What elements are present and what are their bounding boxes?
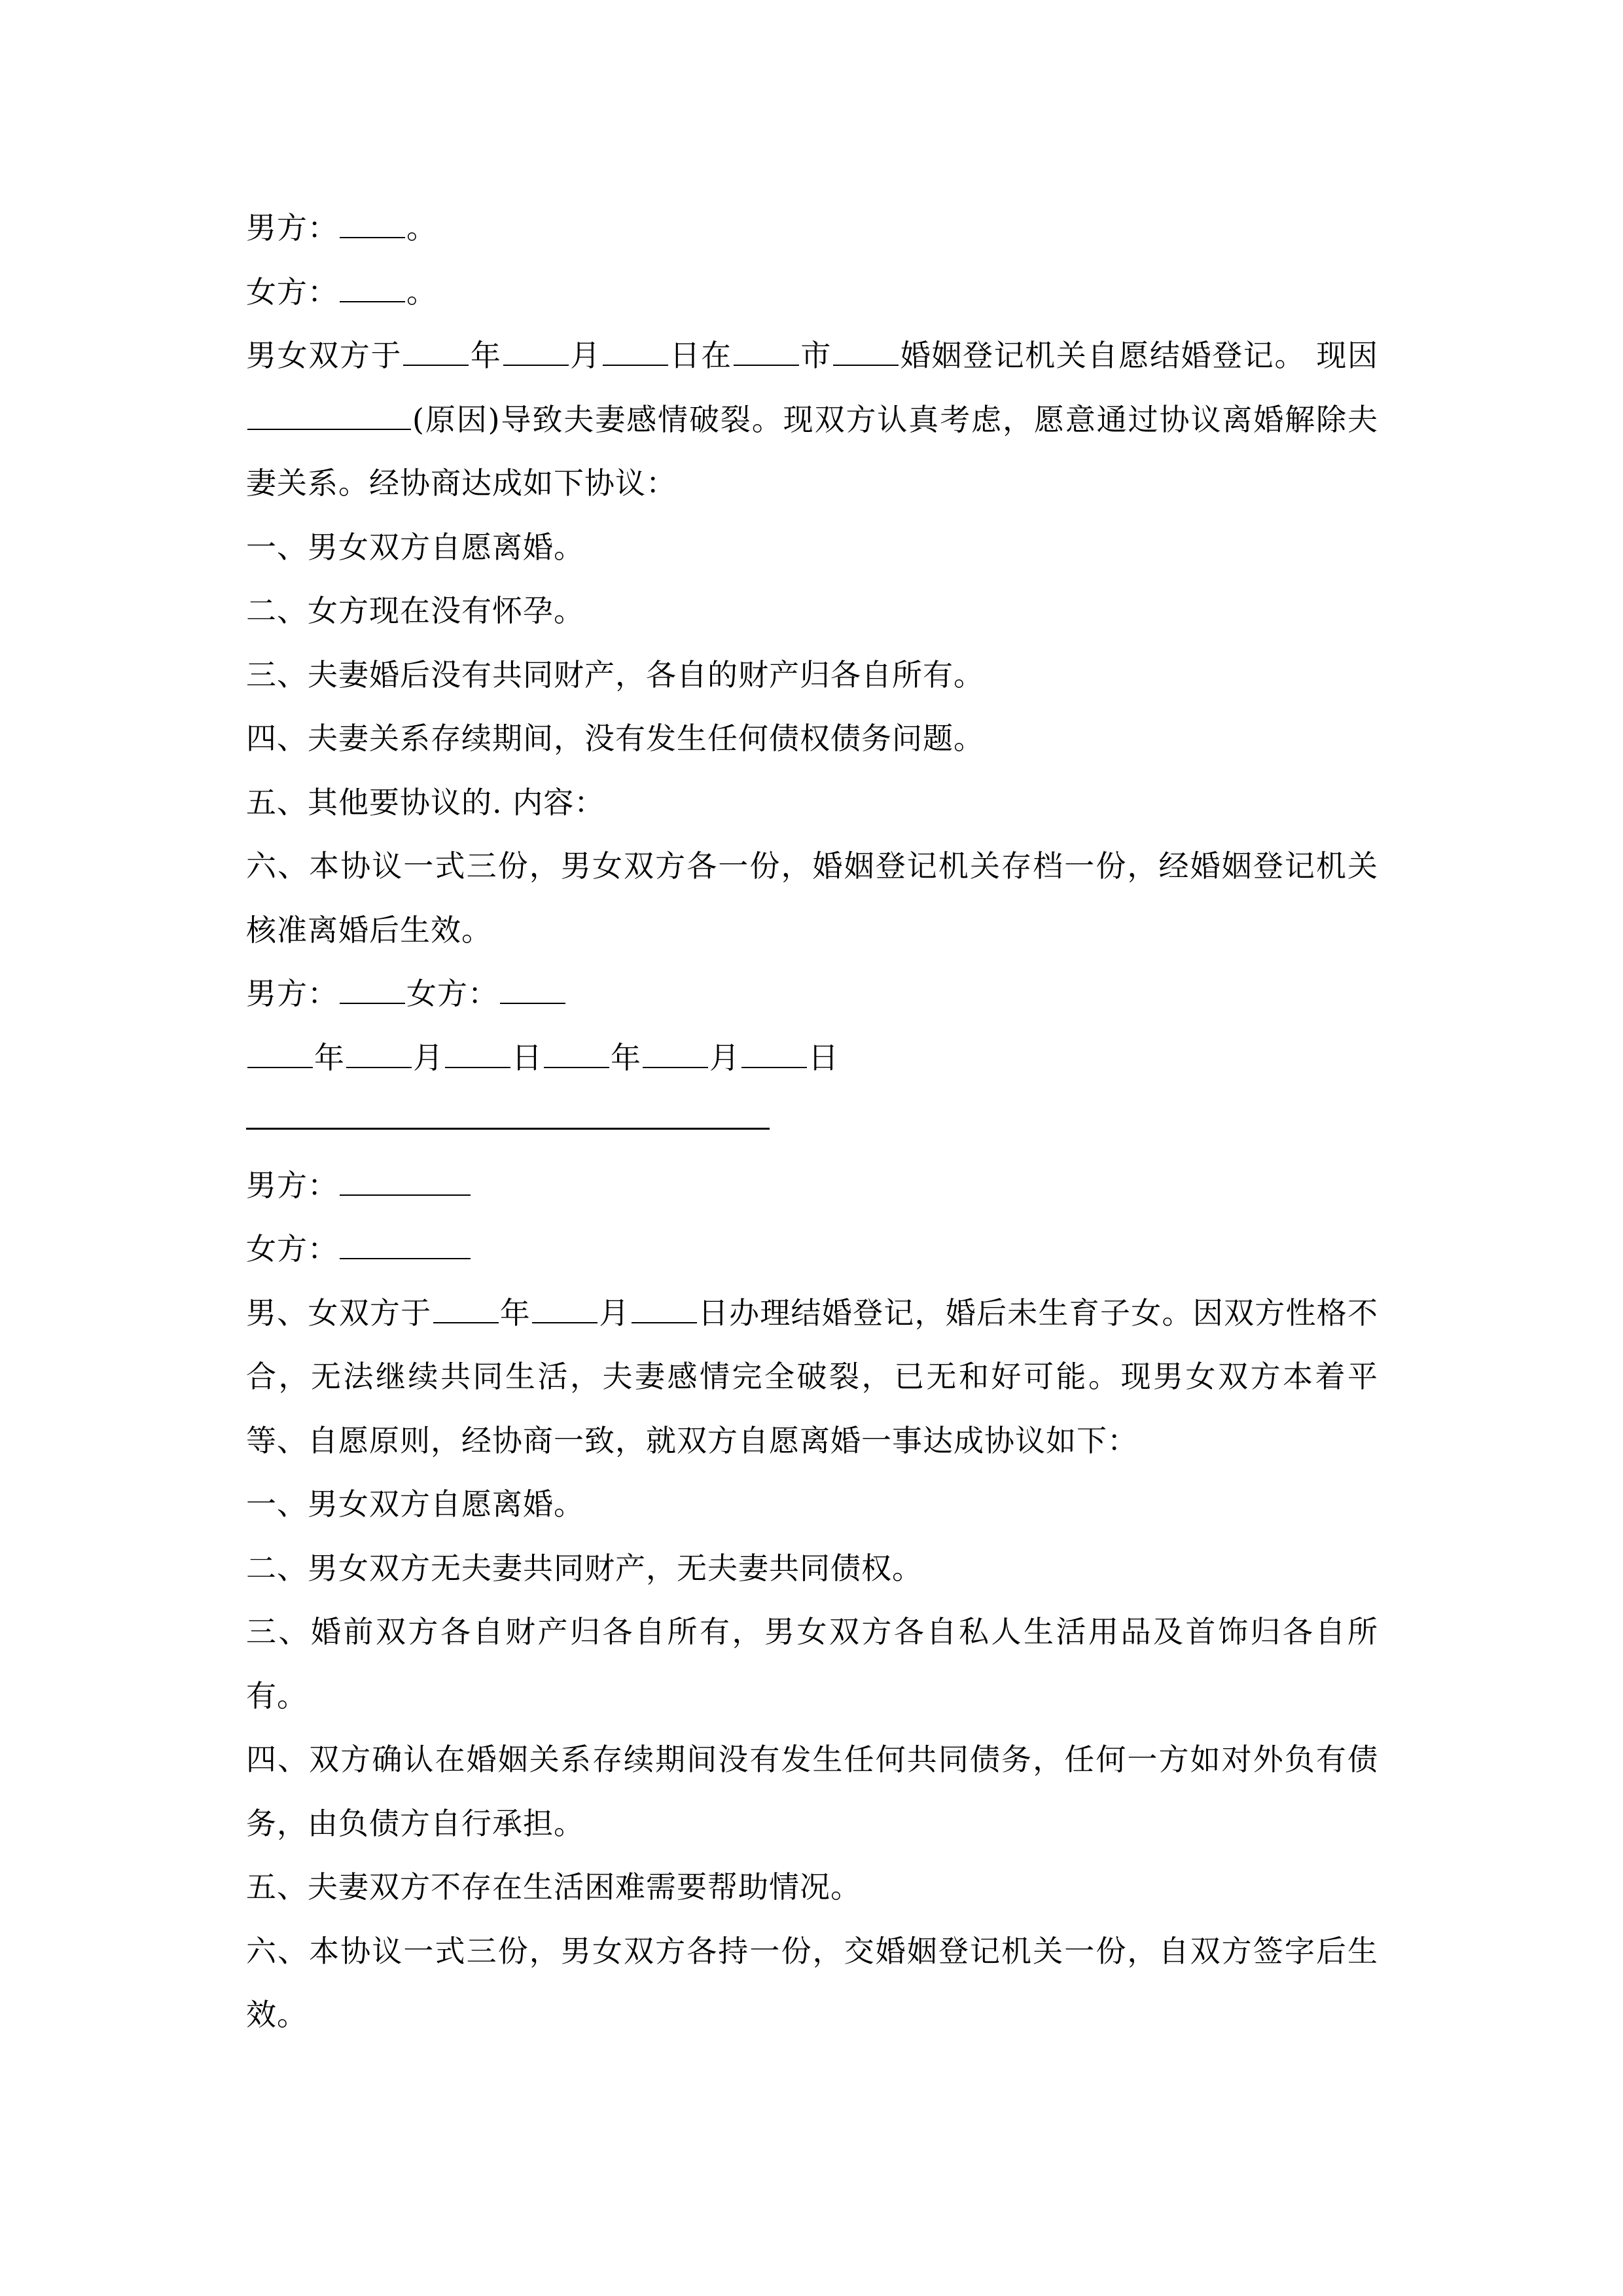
date-year: 年 xyxy=(611,1039,641,1075)
date-day: 日 xyxy=(512,1039,543,1075)
clause-2-3: 三、婚前双方各自财产归各自所有，男女双方各自私人生活用品及首饰归各自所有。 xyxy=(246,1614,1378,1713)
date-blank xyxy=(346,1034,412,1068)
female-label-2: 女方： xyxy=(246,1231,338,1266)
date-month: 月 xyxy=(413,1039,444,1075)
intro2-month: 月 xyxy=(599,1295,630,1331)
intro-paragraph-2 xyxy=(246,1282,1378,1473)
date-blank xyxy=(544,1034,609,1068)
male-label: 男方： xyxy=(246,210,338,245)
intro2-text-b: 日办理结婚登记，婚后未生育子女。因双方性格不合，无法继续共同生活，夫妻感情完全破裂，已无和好可能。现男女双方本着平等、自愿原则，经协商一致，就双方自愿离婚一事达成协议如下： xyxy=(246,1295,1378,1458)
intro-year: 年 xyxy=(470,338,502,373)
intro-text-a: 男女双方于 xyxy=(246,338,402,373)
intro-month: 月 xyxy=(569,338,601,373)
date-month: 月 xyxy=(709,1039,740,1075)
date-day: 日 xyxy=(808,1039,839,1075)
male-party-line-2 xyxy=(246,1154,1378,1218)
clause-2-2: 二、男女双方无夫妻共同财产，无夫妻共同债权。 xyxy=(246,1550,923,1586)
section-divider xyxy=(246,1090,1378,1154)
male-name-blank xyxy=(340,204,405,238)
intro2-text-a: 男、女双方于 xyxy=(246,1295,432,1331)
reason-blank xyxy=(247,396,411,430)
female-name-blank xyxy=(340,268,405,302)
document-page xyxy=(246,196,1378,2047)
signature-female-label: 女方： xyxy=(406,976,499,1011)
clause-6: 六、本协议一式三份，男女双方各一份，婚姻登记机关存档一份，经婚姻登记机关核准离婚后生效。 xyxy=(246,848,1378,948)
signature-female-blank xyxy=(500,970,565,1004)
female-party-line xyxy=(246,260,1378,325)
month-blank xyxy=(503,332,569,366)
male-party-line xyxy=(246,196,1378,260)
date-year: 年 xyxy=(314,1039,345,1075)
office-blank xyxy=(833,332,899,366)
intro-text-b: 婚姻登记机关自愿结婚登记。 现因 xyxy=(900,338,1379,373)
male-line-end: 。 xyxy=(406,210,437,245)
year-blank-2 xyxy=(433,1289,499,1323)
male-name-blank-2 xyxy=(340,1162,471,1196)
intro2-year: 年 xyxy=(499,1295,531,1331)
female-name-blank-2 xyxy=(340,1225,471,1259)
clause-2-4: 四、双方确认在婚姻关系存续期间没有发生任何共同债务，任何一方如对外负有债务，由负债方自行承担。 xyxy=(246,1742,1378,1841)
date-blank xyxy=(247,1034,313,1068)
intro-text-c: (原因)导致夫妻感情破裂。现双方认真考虑，愿意通过协议离婚解除夫妻关系。经协商达成如下协议： xyxy=(246,401,1378,501)
male-label-2: 男方： xyxy=(246,1167,338,1203)
date-blank xyxy=(643,1034,708,1068)
clause-4: 四、夫妻关系存续期间，没有发生任何债权债务问题。 xyxy=(246,721,984,756)
city-blank xyxy=(734,332,799,366)
intro-day: 日在 xyxy=(669,338,732,373)
day-blank xyxy=(603,332,668,366)
divider-rule xyxy=(246,1128,770,1130)
clause-2-6: 六、本协议一式三份，男女双方各持一份，交婚姻登记机关一份，自双方签字后生效。 xyxy=(246,1933,1378,2032)
clause-5: 五、其他要协议的. 内容： xyxy=(246,784,605,820)
clause-3: 三、夫妻婚后没有共同财产，各自的财产归各自所有。 xyxy=(246,656,984,692)
month-blank-2 xyxy=(532,1289,597,1323)
date-blank xyxy=(445,1034,510,1068)
clause-2-1: 一、男女双方自愿离婚。 xyxy=(246,1486,584,1522)
female-party-line-2 xyxy=(246,1217,1378,1282)
signature-male-label: 男方： xyxy=(246,976,338,1011)
female-label: 女方： xyxy=(246,274,338,310)
year-blank xyxy=(403,332,469,366)
clause-1: 一、男女双方自愿离婚。 xyxy=(246,529,584,565)
intro-city: 市 xyxy=(800,338,832,373)
signature-male-blank xyxy=(340,970,405,1004)
day-blank-2 xyxy=(632,1289,697,1323)
date-blank xyxy=(741,1034,807,1068)
clause-2: 二、女方现在没有怀孕。 xyxy=(246,593,584,628)
clause-2-5: 五、夫妻双方不存在生活困难需要帮助情况。 xyxy=(246,1869,861,1905)
intro-paragraph xyxy=(246,324,1378,516)
date-line xyxy=(246,1026,1378,1090)
signature-line xyxy=(246,962,1378,1026)
female-line-end: 。 xyxy=(406,274,437,310)
